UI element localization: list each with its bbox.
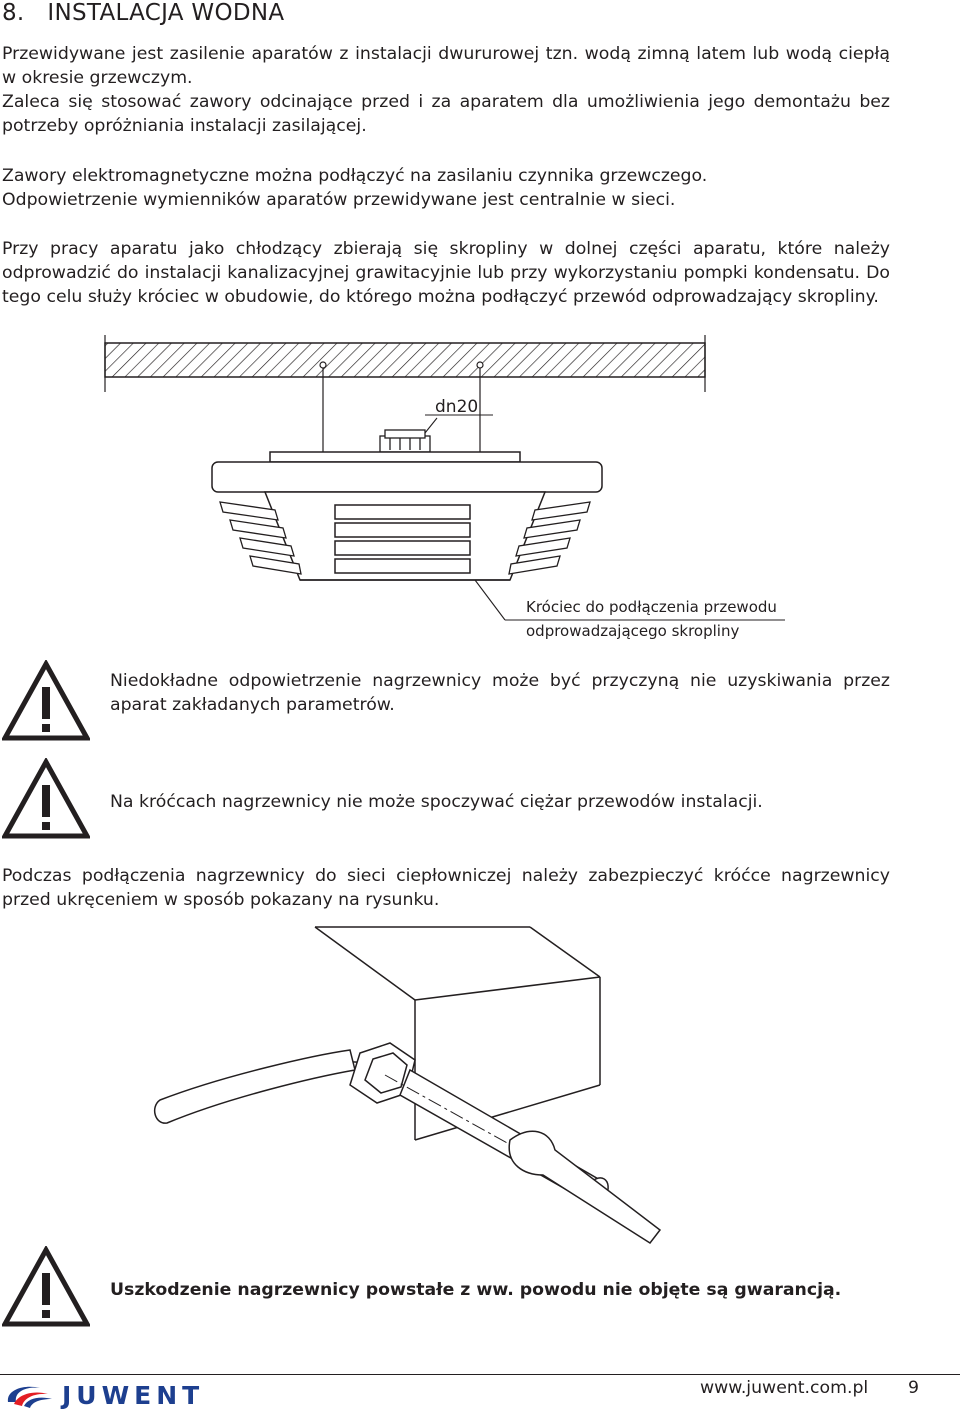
section-number: 8. bbox=[2, 0, 25, 26]
logo-wordmark: JUWENT bbox=[62, 1381, 205, 1410]
caption-line: odprowadzającego skropliny bbox=[526, 622, 740, 640]
paragraph-text: Zawory elektromagnetyczne można podłączyć na zasilaniu czynnika grzewczego. bbox=[2, 166, 708, 186]
paragraph-connection bbox=[2, 864, 890, 912]
wrench-left bbox=[155, 1043, 415, 1123]
pipe-label: dn20 bbox=[435, 397, 479, 417]
wrench-drawing bbox=[145, 925, 665, 1245]
caption-line: Króciec do podłączenia przewodu bbox=[526, 598, 777, 616]
juwent-logo bbox=[4, 1380, 274, 1410]
paragraph-water-supply bbox=[2, 42, 890, 138]
page-number: 9 bbox=[908, 1378, 919, 1398]
ceiling-hatch bbox=[105, 335, 705, 392]
section-heading bbox=[2, 0, 284, 26]
warning-triangle-icon bbox=[2, 1246, 90, 1328]
pipe-connectors bbox=[380, 430, 430, 452]
warning-text: Uszkodzenie nagrzewnicy powstałe z ww. powodu nie objęte są gwarancją. bbox=[110, 1280, 842, 1300]
paragraph-text: Podczas podłączenia nagrzewnicy do sieci ciepłowniczej należy zabezpieczyć króćce nagrzewnicy przed ukręceniem w sposób pokazany na rysunku. bbox=[2, 866, 890, 910]
drain-caption bbox=[526, 595, 777, 643]
logo-swirl-icon bbox=[8, 1387, 52, 1408]
paragraph-condensate bbox=[2, 237, 890, 309]
wrench-right bbox=[509, 1131, 660, 1243]
footer-divider bbox=[0, 1374, 960, 1375]
paragraph-text: Zaleca się stosować zawory odcinające przed i za aparatem dla umożliwienia jego demontażu bez potrzeby opróżniania instalacji zasilającej. bbox=[2, 92, 890, 136]
warning-text: Niedokładne odpowietrzenie nagrzewnicy może być przyczyną nie uzyskiwania przez aparat zakładanych parametrów. bbox=[110, 671, 890, 715]
warning-triangle-icon bbox=[2, 758, 90, 840]
warning-triangle-icon bbox=[2, 660, 90, 742]
paragraph-text: Przy pracy aparatu jako chłodzący zbierają się skropliny w dolnej części aparatu, które należy odprowadzić do instalacji kanalizacyjnej grawitacyjnie lub przy wykorzystaniu pompki kondensatu. Do tego celu służy króciec w obudowie, do którego można podłączyć przewód odprowadzający skropliny. bbox=[2, 239, 890, 307]
paragraph-text: Odpowietrzenie wymienników aparatów przewidywane jest centralnie w sieci. bbox=[2, 190, 676, 210]
warning-text: Na króćcach nagrzewnicy nie może spoczywać ciężar przewodów instalacji. bbox=[110, 792, 763, 812]
footer-url: www.juwent.com.pl bbox=[700, 1378, 869, 1398]
paragraph-text: Przewidywane jest zasilenie aparatów z instalacji dwururowej tzn. wodą zimną latem lub wodą ciepłą w okresie grzewczym. bbox=[2, 44, 890, 88]
section-title: INSTALACJA WODNA bbox=[47, 0, 285, 26]
paragraph-valves bbox=[2, 164, 890, 212]
